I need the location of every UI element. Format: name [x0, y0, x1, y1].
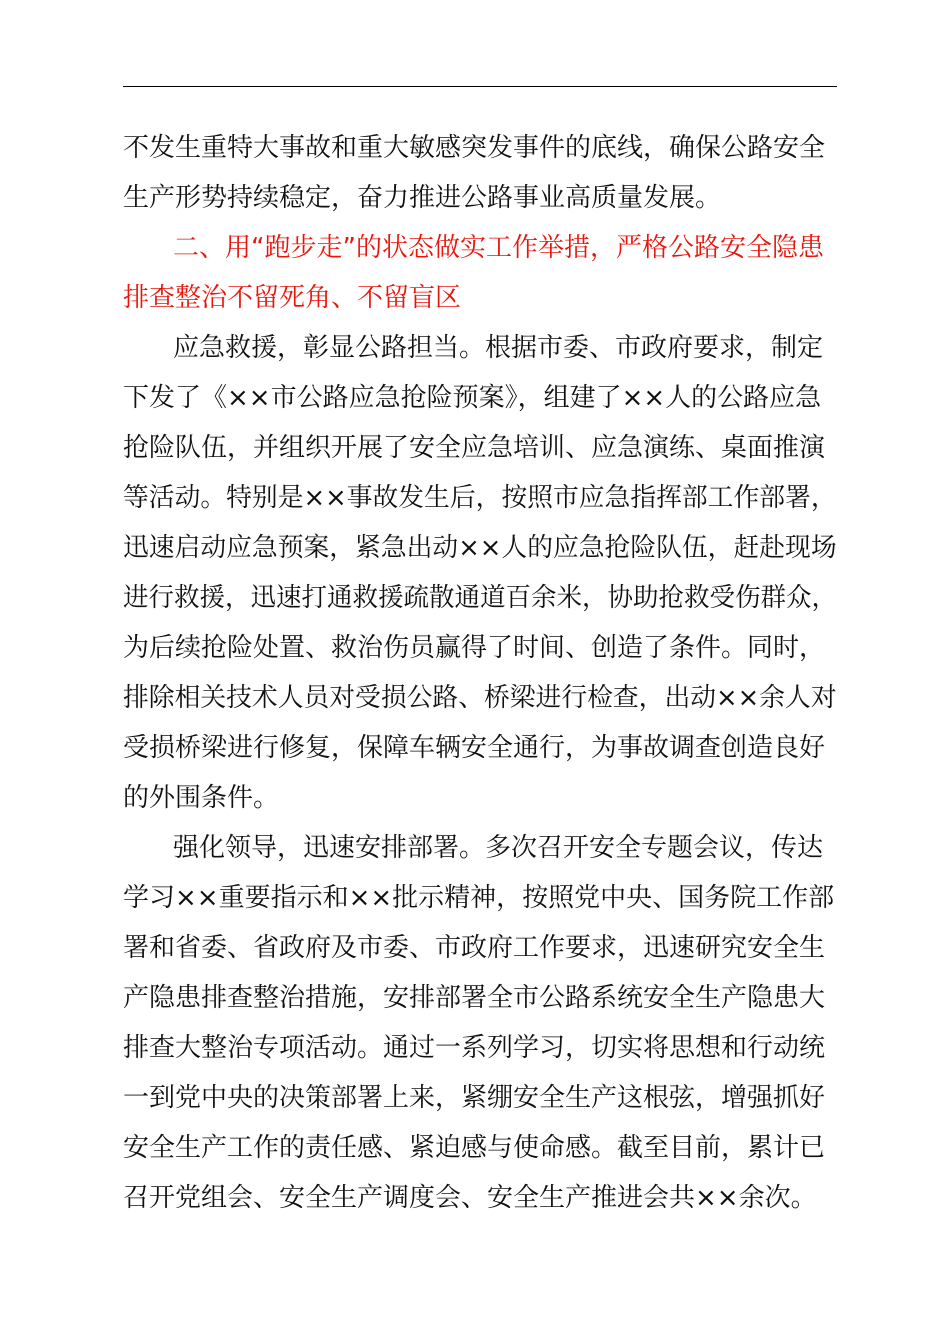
body-line: 等活动。特别是××事故发生后，按照市应急指挥部工作部署， — [123, 483, 837, 513]
body-line: 排除相关技术人员对受损公路、桥梁进行检查，出动××余人对 — [123, 683, 837, 713]
body-line: 强化领导，迅速安排部署。多次召开安全专题会议，传达 — [173, 833, 824, 863]
body-line: 下发了《××市公路应急抢险预案》，组建了××人的公路应急 — [123, 383, 822, 413]
body-line: 进行救援，迅速打通救援疏散通道百余米，协助抢救受伤群众， — [123, 583, 838, 613]
body-line: 生产形势持续稳定，奋力推进公路事业高质量发展。 — [123, 183, 722, 213]
header-rule — [123, 86, 837, 87]
body-line: 一到党中央的决策部署上来，紧绷安全生产这根弦，增强抓好 — [123, 1083, 826, 1113]
body-line: 为后续抢险处置、救治伤员赢得了时间、创造了条件。同时， — [123, 633, 826, 663]
body-line: 署和省委、省政府及市委、市政府工作要求，迅速研究安全生 — [123, 933, 826, 963]
body-line: 召开党组会、安全生产调度会、安全生产推进会共××余次。 — [123, 1183, 817, 1213]
body-line: 迅速启动应急预案，紧急出动××人的应急抢险队伍，赶赴现场 — [123, 533, 837, 563]
body-line: 抢险队伍，并组织开展了安全应急培训、应急演练、桌面推演 — [123, 433, 826, 463]
body-line: 产隐患排查整治措施，安排部署全市公路系统安全生产隐患大 — [123, 983, 826, 1013]
body-line: 的外围条件。 — [123, 783, 280, 813]
section-heading: 排查整治不留死角、不留盲区 — [123, 283, 462, 313]
body-line: 排查大整治专项活动。通过一系列学习，切实将思想和行动统 — [123, 1033, 826, 1063]
body-line: 应急救援，彰显公路担当。根据市委、市政府要求，制定 — [173, 333, 824, 363]
section-heading: 二、用“跑步走”的状态做实工作举措，严格公路安全隐患 — [173, 233, 824, 263]
body-line: 安全生产工作的责任感、紧迫感与使命感。截至目前，累计已 — [123, 1133, 826, 1163]
body-line: 不发生重特大事故和重大敏感突发事件的底线，确保公路安全 — [123, 133, 826, 163]
body-line: 受损桥梁进行修复，保障车辆安全通行，为事故调查创造良好 — [123, 733, 826, 763]
body-line: 学习××重要指示和××批示精神，按照党中央、国务院工作部 — [123, 883, 835, 913]
